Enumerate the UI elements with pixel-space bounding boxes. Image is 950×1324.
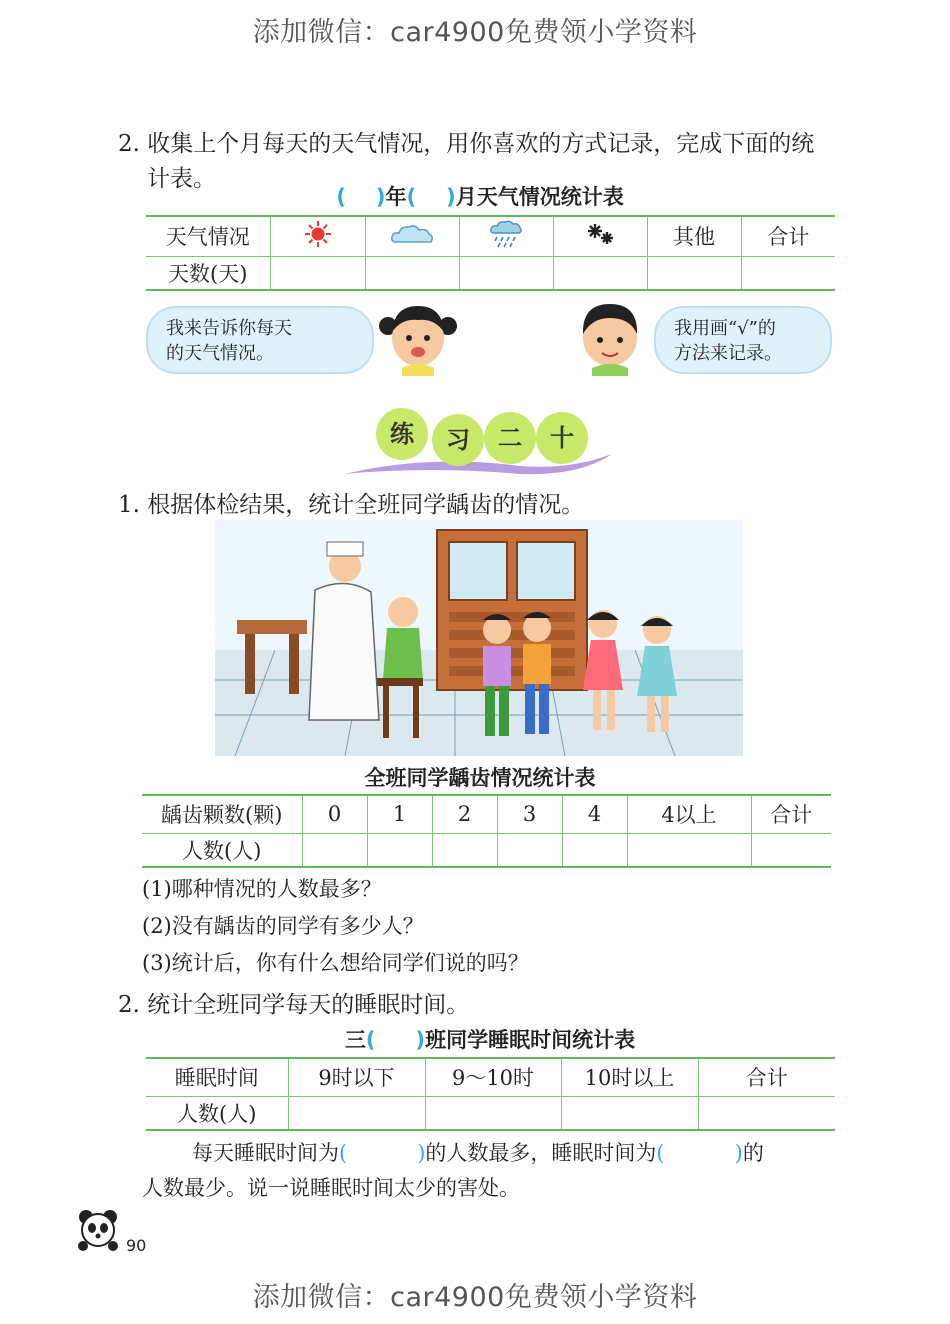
table-cell[interactable] xyxy=(367,833,432,867)
rain-icon xyxy=(459,216,553,256)
table-cell[interactable] xyxy=(751,833,831,867)
page-number: 90 xyxy=(126,1236,147,1255)
table-cell[interactable] xyxy=(741,256,835,290)
snow-icon xyxy=(553,216,647,256)
table-cell[interactable] xyxy=(647,256,741,290)
weather-header-label: 天气情况 xyxy=(146,216,270,256)
table-row xyxy=(142,833,831,867)
table-cell[interactable] xyxy=(270,256,365,290)
table-header: 1 xyxy=(367,795,432,833)
table-header: 4以上 xyxy=(627,795,751,833)
table-header: 3 xyxy=(497,795,562,833)
caries-table-title: 全班同学龋齿情况统计表 xyxy=(364,766,596,790)
table-row xyxy=(142,795,831,833)
speech-bubble-right: 我用画“√”的 方法来记录。 xyxy=(654,306,832,374)
table-cell[interactable] xyxy=(698,1096,835,1130)
table-cell[interactable] xyxy=(425,1096,561,1130)
other-header: 其他 xyxy=(647,216,741,256)
question-1: 1. 根据体检结果，统计全班同学龋齿的情况。 xyxy=(118,492,585,518)
table-header: 4 xyxy=(562,795,627,833)
table-header: 9～10时 xyxy=(425,1058,561,1096)
table-header: 睡眠时间 xyxy=(146,1058,288,1096)
table-row xyxy=(146,1096,835,1130)
cloud-icon xyxy=(365,216,459,256)
boy-icon xyxy=(570,296,650,380)
sun-icon xyxy=(270,216,365,256)
exercise-char-1: 练 xyxy=(376,408,428,460)
table-row xyxy=(146,1058,835,1096)
watermark-top: 添加微信：car4900免费领小学资料 xyxy=(252,17,698,48)
exercise-char-2: 习 xyxy=(432,414,484,466)
table-cell[interactable] xyxy=(365,256,459,290)
sleep-table xyxy=(146,1057,835,1131)
table-row xyxy=(146,256,835,290)
row-label: 人数(人) xyxy=(142,833,302,867)
table-cell[interactable] xyxy=(497,833,562,867)
question-2-line2: 计表。 xyxy=(147,166,216,192)
table-cell[interactable] xyxy=(553,256,647,290)
table-header: 2 xyxy=(432,795,497,833)
speech-bubble-left: 我来告诉你每天 的天气情况。 xyxy=(146,306,374,374)
panda-icon xyxy=(76,1208,120,1256)
table-cell[interactable] xyxy=(432,833,497,867)
question-2-sleep: 2. 统计全班同学每天的睡眠时间。 xyxy=(118,992,470,1018)
days-label: 天数(天) xyxy=(146,256,270,290)
dental-checkup-illustration xyxy=(215,520,743,760)
exercise-char-4: 十 xyxy=(536,412,588,464)
table-cell[interactable] xyxy=(562,833,627,867)
table-row xyxy=(146,216,835,256)
weather-table xyxy=(146,215,835,291)
sleep-table-title: 三( )班同学睡眠时间统计表 xyxy=(344,1028,636,1052)
exercise-banner xyxy=(340,408,620,480)
row-label: 人数(人) xyxy=(146,1096,288,1130)
sub-question-2: (2)没有龋齿的同学有多少人？ xyxy=(142,914,424,938)
table-header: 9时以下 xyxy=(288,1058,425,1096)
exercise-char-3: 二 xyxy=(484,412,536,464)
sub-question-3: (3)统计后，你有什么想给同学们说的吗？ xyxy=(142,951,529,975)
total-header: 合计 xyxy=(741,216,835,256)
sleep-text-line2: 人数最少。说一说睡眠时间太少的害处。 xyxy=(142,1176,520,1200)
table-cell[interactable] xyxy=(459,256,553,290)
watermark-bottom: 添加微信：car4900免费领小学资料 xyxy=(252,1282,698,1313)
table-header: 合计 xyxy=(698,1058,835,1096)
table-cell[interactable] xyxy=(627,833,751,867)
table-header: 0 xyxy=(302,795,367,833)
table-cell[interactable] xyxy=(288,1096,425,1130)
weather-table-title: ( )年( )月天气情况统计表 xyxy=(336,185,624,209)
sub-question-1: (1)哪种情况的人数最多？ xyxy=(142,877,382,901)
table-header: 合计 xyxy=(751,795,831,833)
question-2-line1: 2. 收集上个月每天的天气情况，用你喜欢的方式记录，完成下面的统 xyxy=(118,131,815,157)
girl-icon xyxy=(378,296,458,380)
table-header: 龋齿颗数(颗) xyxy=(142,795,302,833)
table-header: 10时以上 xyxy=(561,1058,698,1096)
sleep-text-line1: 每天睡眠时间为( )的人数最多，睡眠时间为( )的 xyxy=(192,1141,764,1165)
faint-header-strip xyxy=(250,46,700,60)
table-cell[interactable] xyxy=(302,833,367,867)
table-cell[interactable] xyxy=(561,1096,698,1130)
caries-table xyxy=(142,794,831,868)
faint-footer-strip xyxy=(250,1258,700,1272)
